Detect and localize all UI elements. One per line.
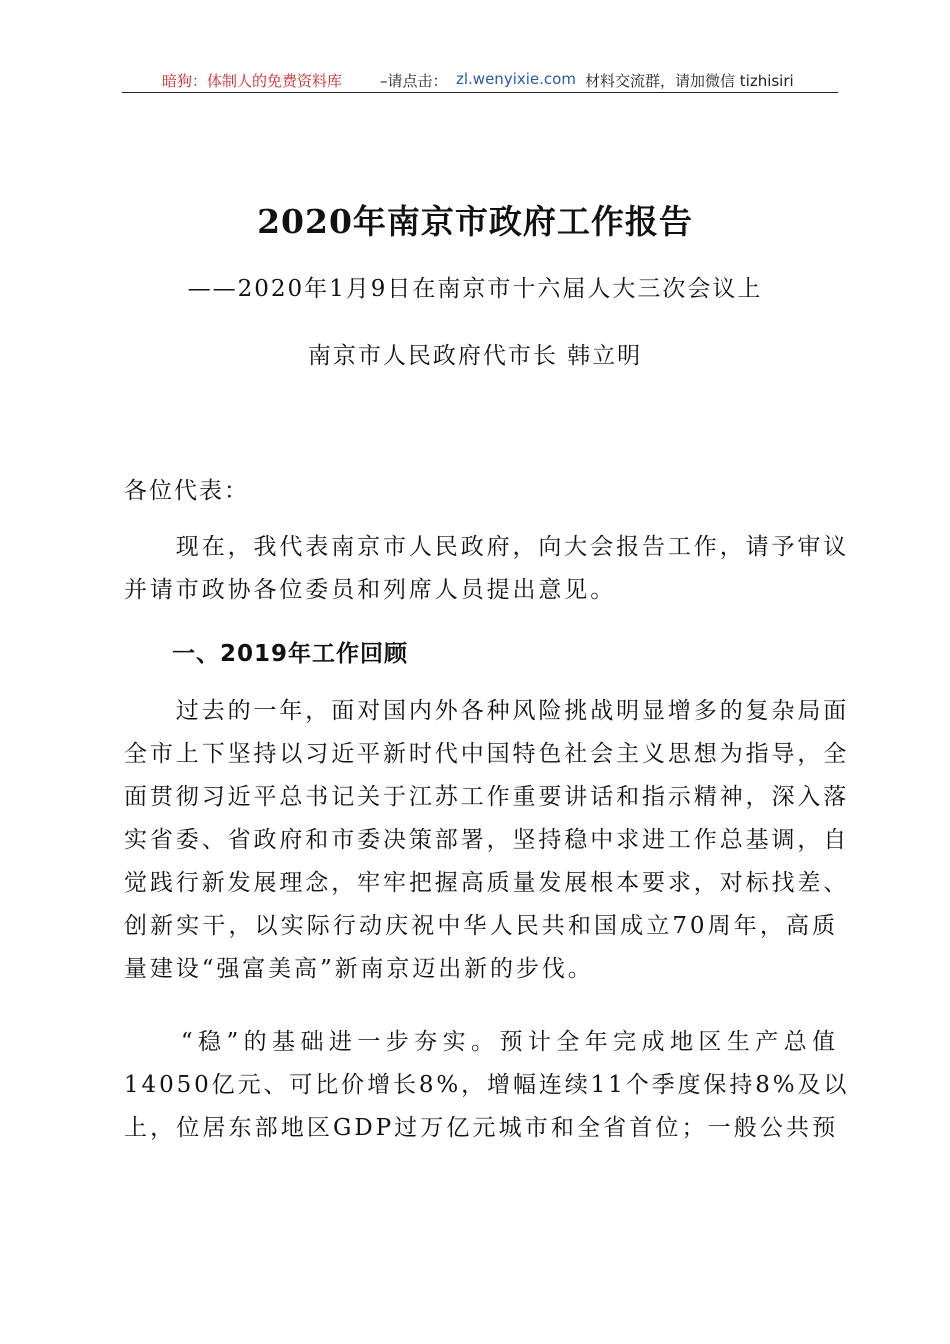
paragraph-line: 全市上下坚持以习近平新时代中国特色社会主义思想为指导，全 (124, 741, 850, 767)
paragraph-line: 14050亿元、可比价增长8%，增幅连续11个季度保持8%及以 (124, 1072, 850, 1098)
paragraph-line: 现在，我代表南京市人民政府，向大会报告工作，请予审议 (124, 534, 850, 560)
paragraph-line: 量建设“强富美高”新南京迈出新的步伐。 (124, 956, 594, 982)
review-paragraph (124, 690, 850, 991)
paragraph-line: “稳”的基础进一步夯实。预计全年完成地区生产总值 (124, 1029, 838, 1055)
stability-paragraph (124, 1021, 850, 1150)
document-author: 南京市人民政府代市长 韩立明 (307, 343, 643, 369)
paragraph-line: 上，位居东部地区GDP过万亿元城市和全省首位；一般公共预 (124, 1115, 838, 1141)
salutation: 各位代表： (124, 478, 249, 504)
paragraph-line: 创新实干，以实际行动庆祝中华人民共和国成立70周年，高质 (124, 913, 838, 939)
header-site-name: 暗狗：体制人的免费资料库 (162, 72, 343, 90)
paragraph-line: 并请市政协各位委员和列席人员提出意见。 (124, 577, 617, 603)
paragraph-line: 面贯彻习近平总书记关于江苏工作重要讲话和指示精神，深入落 (124, 784, 850, 810)
paragraph-line: 实省委、省政府和市委决策部署，坚持稳中求进工作总基调，自 (124, 827, 850, 853)
header-wechat-note: 材料交流群，请加微信 tizhisiri (585, 72, 794, 90)
intro-paragraph (124, 526, 850, 612)
header-click-prompt: –请点击： (380, 72, 448, 90)
header-link[interactable]: zl.wenyixie.com (456, 70, 576, 88)
paragraph-line: 觉践行新发展理念，牢牢把握高质量发展根本要求，对标找差、 (124, 870, 850, 896)
document-title: 2020年南京市政府工作报告 (257, 202, 693, 241)
paragraph-line: 过去的一年，面对国内外各种风险挑战明显增多的复杂局面 (124, 698, 850, 724)
page-header (122, 64, 838, 93)
document-subtitle: ——2020年1月9日在南京市十六届人大三次会议上 (187, 276, 763, 302)
section-heading: 一、2019年工作回顾 (172, 641, 409, 667)
